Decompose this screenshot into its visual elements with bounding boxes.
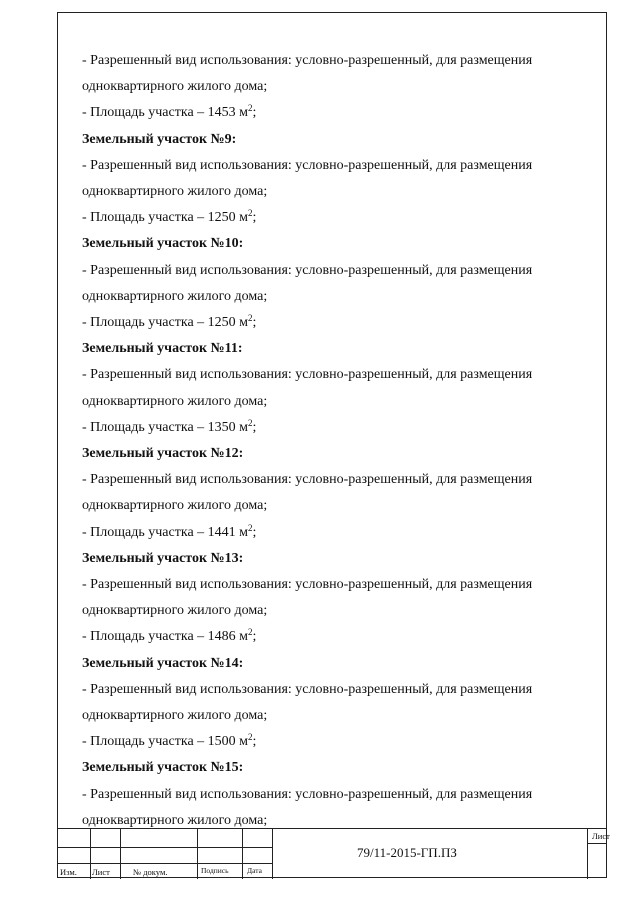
line-text: Земельный участок №14: [82,655,244,671]
line-text: - Разрешенный вид использования: условно-разрешенный, для размещения [82,472,533,488]
line-text: одноквартирного жилого дома; [82,288,268,304]
line-text: - Разрешенный вид использования: условно-разрешенный, для размещения [82,786,533,802]
text-line [82,362,582,388]
line-text: одноквартирного жилого дома; [82,498,268,514]
superscript: 2 [248,627,253,638]
line-text: одноквартирного жилого дома; [82,184,268,200]
line-tail: ; [252,315,257,331]
stamp-doc-num-label: № докум. [133,867,168,877]
plot-area-line [82,205,582,231]
document-code: 79/11-2015-ГП.ПЗ [357,845,457,860]
plot-heading [82,336,582,362]
text-line [82,48,582,74]
stamp-divider [197,829,198,879]
document-body [82,48,582,834]
text-line [82,153,582,179]
superscript: 2 [248,103,253,114]
line-tail: ; [252,629,257,645]
line-text: - Разрешенный вид использования: условно-разрешенный, для размещения [82,53,533,68]
line-text: Земельный участок №12: [82,446,244,462]
line-text: Земельный участок №13: [82,550,244,566]
line-text: - Площадь участка – 1500 м [82,734,249,750]
line-text: - Площадь участка – 1250 м [82,210,249,226]
line-text: - Разрешенный вид использования: условно-разрешенный, для размещения [82,367,533,383]
plot-heading [82,231,582,257]
plot-heading [82,127,582,153]
stamp-row-line [57,863,272,864]
line-tail: ; [252,419,257,435]
superscript: 2 [248,732,253,743]
stamp-divider [90,829,91,879]
line-text: - Площадь участка – 1250 м [82,315,249,331]
line-text: одноквартирного жилого дома; [82,603,268,619]
line-tail: ; [252,105,257,121]
line-text: Земельный участок №9: [82,131,237,147]
text-line [82,284,582,310]
stamp-signature-label: Подпись [201,866,229,875]
line-tail: ; [252,734,257,750]
line-text: - Площадь участка – 1453 м [82,105,249,121]
text-line [82,74,582,100]
text-line [82,493,582,519]
text-line [82,598,582,624]
text-line [82,703,582,729]
text-line [82,782,582,808]
text-line [82,572,582,598]
line-text: - Площадь участка – 1350 м [82,419,249,435]
text-line [82,258,582,284]
line-text: Земельный участок №15: [82,760,244,776]
text-line [82,467,582,493]
line-text: одноквартирного жилого дома; [82,393,268,409]
line-text: - Разрешенный вид использования: условно-разрешенный, для размещения [82,681,533,697]
plot-heading [82,441,582,467]
line-tail: ; [252,524,257,540]
plot-area-line [82,624,582,650]
line-text: Земельный участок №10: [82,236,244,252]
stamp-list-label: Лист [92,867,110,877]
line-text: - Площадь участка – 1486 м [82,629,249,645]
plot-area-line [82,520,582,546]
superscript: 2 [248,313,253,324]
line-text: - Разрешенный вид использования: условно-разрешенный, для размещения [82,262,533,278]
line-tail: ; [252,210,257,226]
plot-area-line [82,415,582,441]
sheet-label: Лист [592,831,610,841]
text-line [82,389,582,415]
superscript: 2 [248,208,253,219]
superscript: 2 [248,522,253,533]
plot-heading [82,755,582,781]
plot-area-line [82,310,582,336]
stamp-row-line [57,847,272,848]
stamp-izm-label: Изм. [60,867,77,877]
line-text: Земельный участок №11: [82,341,243,357]
plot-area-line [82,729,582,755]
stamp-date-label: Дата [247,866,262,875]
line-text: - Разрешенный вид использования: условно-разрешенный, для размещения [82,577,533,593]
line-text: одноквартирного жилого дома; [82,79,268,95]
stamp-divider [272,829,273,879]
line-text: - Разрешенный вид использования: условно-разрешенный, для размещения [82,157,533,173]
stamp-divider [242,829,243,879]
stamp-divider [120,829,121,879]
sheet-cell-divider [587,843,607,844]
line-text: одноквартирного жилого дома; [82,708,268,724]
line-text: одноквартирного жилого дома; [82,812,268,828]
plot-heading [82,546,582,572]
text-line [82,179,582,205]
plot-heading [82,651,582,677]
title-block [57,828,610,879]
text-line [82,677,582,703]
superscript: 2 [248,417,253,428]
line-text: - Площадь участка – 1441 м [82,524,249,540]
plot-area-line [82,100,582,126]
